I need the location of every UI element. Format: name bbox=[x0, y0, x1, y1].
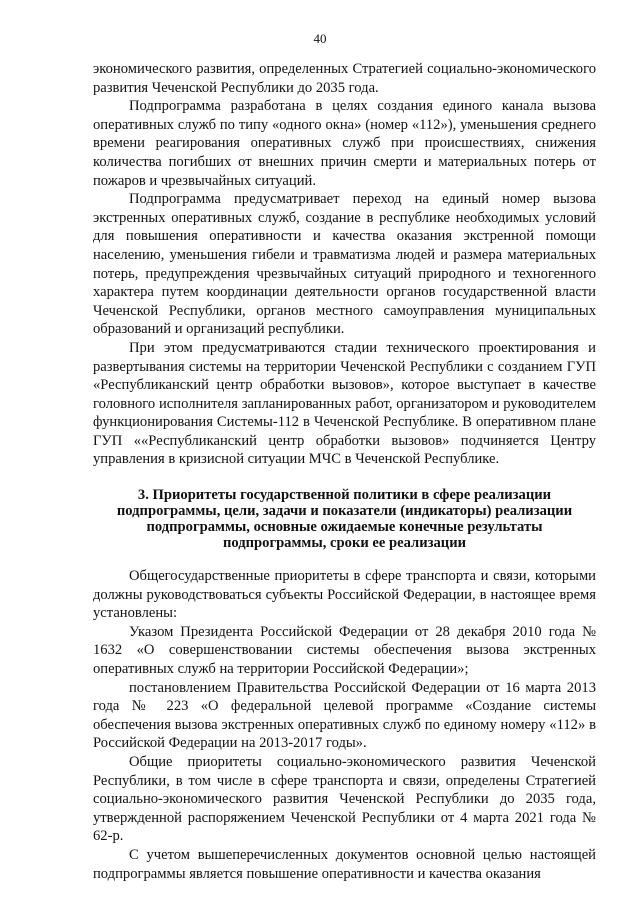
paragraph: Указом Президента Российской Федерации от 28 декабря 2010 года № 1632 «О совершенствовании системы обеспечения вызова экстренных оперативных служб на территории Российской Федерации»; bbox=[93, 623, 596, 678]
heading-line: подпрограммы, цели, задачи и показатели (индикаторы) реализации bbox=[116, 503, 573, 520]
paragraph: При этом предусматриваются стадии технического проектирования и развертывания системы на территории Чеченской Республики с созданием ГУП «Республиканский центр обработки вызовов», которое выступает в качестве головного исполнителя запланированных работ, организатором и руководителем функционирования Системы-112 в Чеченской Республике. В оперативном плане ГУП ««Республиканский центр обработки вызовов» подчиняется Центру управления в кризисной ситуации МЧС в Чеченской Республике. bbox=[93, 339, 596, 468]
heading-line: подпрограммы, сроки ее реализации bbox=[222, 535, 467, 552]
paragraph: Подпрограмма разработана в целях создания единого канала вызова оперативных служб по типу «одного окна» (номер «112»), уменьшения среднего времени реагирования оперативных служб при происшествиях, снижения количества погибших от внешних причин смерти и материальных потерь от пожаров и чрезвычайных ситуаций. bbox=[93, 98, 596, 189]
heading-line: 3. Приоритеты государственной политики в сфере реализации bbox=[137, 487, 552, 504]
page-number: 40 bbox=[313, 31, 327, 46]
paragraph: Общие приоритеты социально-экономического развития Чеченской Республики, в том числе в сфере транспорта и связи, определены Стратегией социально-экономического развития Чеченской Республики до 2035 года, утвержденной распоряжением Чеченской Республики от 4 марта 2021 года № 62-р. bbox=[93, 754, 596, 845]
heading-line: подпрограммы, основные ожидаемые конечные результаты bbox=[146, 519, 543, 536]
section-heading bbox=[93, 487, 596, 551]
paragraph: постановлением Правительства Российской Федерации от 16 марта 2013 года № 223 «О федеральной целевой программе «Создание системы обеспечения вызова экстренных оперативных служб по единому номеру «112» в Российской Федерации на 2013-2017 годы». bbox=[93, 679, 596, 752]
paragraph: Общегосударственные приоритеты в сфере транспорта и связи, которыми должны руководствоваться субъекты Российской Федерации, в настоящее время установлены: bbox=[93, 568, 596, 622]
paragraph: Подпрограмма предусматривает переход на единый номер вызова экстренных оперативных служб, создание в республике необходимых условий для повышения оперативности и качества оказания экстренной помощи населению, уменьшения гибели и травматизма людей и размера материальных потерь, предупреждения чрезвычайных ситуаций природного и техногенного характера путем координации деятельности органов государственной власти Чеченской Республики, органов местного самоуправления муниципальных образований и организаций республики. bbox=[93, 191, 596, 338]
document-body bbox=[93, 60, 596, 883]
paragraph: С учетом вышеперечисленных документов основной целью настоящей подпрограммы является повышение оперативности и качества оказания bbox=[93, 846, 596, 882]
paragraph: экономического развития, определенных Стратегией социально-экономического развития Чеченской Республики до 2035 года. bbox=[93, 61, 596, 96]
